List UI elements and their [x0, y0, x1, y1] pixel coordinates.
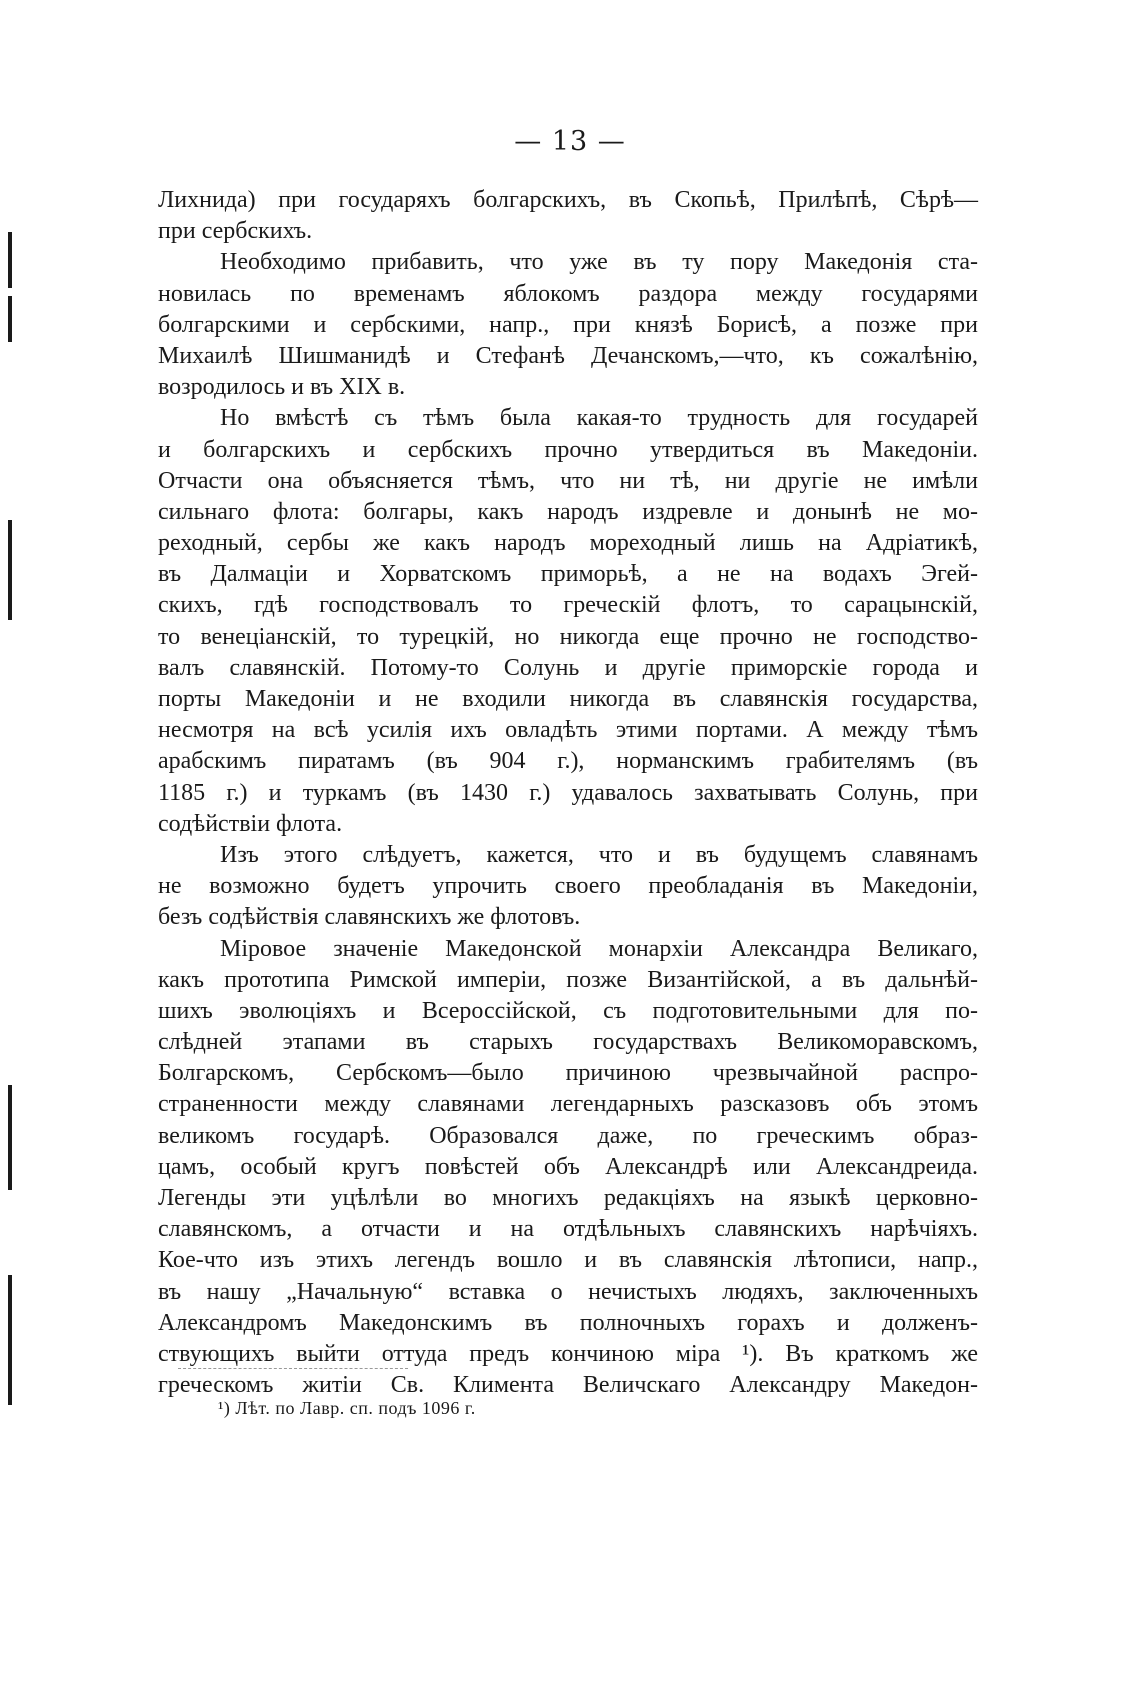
text-line: болгарскими и сербскими, напр., при князѣ Борисѣ, а позже при	[158, 311, 978, 338]
margin-scan-mark	[8, 520, 12, 620]
text-line: Отчасти она объясняется тѣмъ, что ни тѣ, ни другіе не имѣли	[158, 467, 978, 494]
page-number: — 13 —	[514, 126, 626, 157]
footnote-rule	[178, 1368, 408, 1370]
text-line: Александромъ Македонскимъ въ полночныхъ горахъ и долженъ-	[158, 1309, 978, 1336]
text-line: слѣдней этапами въ старыхъ государствахъ Великоморавскомъ,	[158, 1029, 978, 1056]
text-line: Но вмѣстѣ съ тѣмъ была какая-то трудность для государей	[220, 405, 978, 432]
text-line: страненности между славянами легендарныхъ разсказовъ объ этомъ	[158, 1091, 978, 1118]
text-line: Лихнида) при государяхъ болгарскихъ, въ Скопьѣ, Прилѣпѣ, Сѣрѣ—	[158, 187, 978, 213]
margin-scan-mark	[8, 296, 12, 342]
text-line: содѣйствіи флота.	[158, 810, 343, 837]
text-line: безъ содѣйствія славянскихъ же флотовъ.	[158, 904, 581, 931]
text-line: Михаилѣ Шишманидѣ и Стефанѣ Дечанскомъ,—что, къ сожалѣнію,	[158, 342, 978, 369]
margin-scan-mark	[8, 232, 12, 288]
text-line: валъ славянскій. Потому-то Солунь и другіе приморскіе города и	[158, 654, 978, 681]
footnote: ¹) Лѣт. по Лавр. сп. подъ 1096 г.	[218, 1398, 476, 1418]
text-line: Міровое значеніе Македонской монархіи Александра Великаго,	[220, 935, 978, 962]
text-line: шихъ эволюціяхъ и Всероссійской, съ подготовительными для по-	[158, 997, 978, 1024]
text-line: не возможно будетъ упрочить своего преобладанія въ Македоніи,	[158, 873, 978, 900]
text-line: арабскимъ пиратамъ (въ 904 г.), норманскимъ грабителямъ (въ	[158, 748, 978, 775]
text-line: Кое-что изъ этихъ легендъ вошло и въ славянскія лѣтописи, напр.,	[158, 1247, 978, 1274]
text-line: Необходимо прибавить, что уже въ ту пору Македонія ста-	[220, 249, 978, 276]
text-line: возродилось и въ XIX в.	[158, 374, 406, 401]
text-line: при сербскихъ.	[158, 218, 313, 245]
text-line: великомъ государѣ. Образовался даже, по греческимъ образ-	[158, 1122, 978, 1149]
margin-scan-mark	[8, 1275, 12, 1405]
text-line: новилась по временамъ яблокомъ раздора между государями	[158, 280, 978, 307]
text-line: въ Далмаціи и Хорватскомъ приморьѣ, а не на водахъ Эгей-	[158, 561, 978, 588]
text-line: славянскомъ, а отчасти и на отдѣльныхъ славянскихъ нарѣчіяхъ.	[158, 1216, 978, 1243]
text-line: какъ прототипа Римской имперіи, позже Византійской, а въ дальнѣй-	[158, 966, 978, 993]
text-line: въ нашу „Начальную“ вставка о нечистыхъ людяхъ, заключенныхъ	[158, 1278, 978, 1305]
text-line: реходный, сербы же какъ народъ мореходный лишь на Адріатикѣ,	[158, 530, 978, 557]
text-line: Болгарскомъ, Сербскомъ—было причиною чрезвычайной распро-	[158, 1060, 978, 1087]
text-line: сильнаго флота: болгары, какъ народъ издревле и донынѣ не мо-	[158, 498, 978, 525]
text-line: Легенды эти уцѣлѣли во многихъ редакціяхъ на языкѣ церковно-	[158, 1185, 978, 1211]
text-line: ствующихъ выйти оттуда предъ кончиною міра ¹). Въ краткомъ же	[158, 1340, 978, 1367]
text-line: цамъ, особый кругъ повѣстей объ Александрѣ или Александреида.	[158, 1153, 978, 1180]
body-text	[158, 185, 978, 1401]
text-line: и болгарскихъ и сербскихъ прочно утвердиться въ Македоніи.	[158, 436, 978, 463]
text-line: порты Македоніи и не входили никогда въ славянскія государства,	[158, 686, 978, 712]
text-line: то венеціанскій, то турецкій, но никогда еще прочно не господство-	[158, 623, 978, 650]
text-line: Изъ этого слѣдуетъ, кажется, что и въ будущемъ славянамъ	[220, 841, 978, 868]
text-line: скихъ, гдѣ господствовалъ то греческій флотъ, то сарацынскій,	[158, 592, 978, 619]
text-line: греческомъ житіи Св. Климента Величскаго Александру Македон-	[158, 1372, 978, 1399]
margin-scan-mark	[8, 1132, 12, 1190]
text-line: несмотря на всѣ усилія ихъ овладѣть этими портами. А между тѣмъ	[158, 717, 978, 744]
text-line: 1185 г.) и туркамъ (въ 1430 г.) удавалось захватывать Солунь, при	[158, 779, 978, 806]
